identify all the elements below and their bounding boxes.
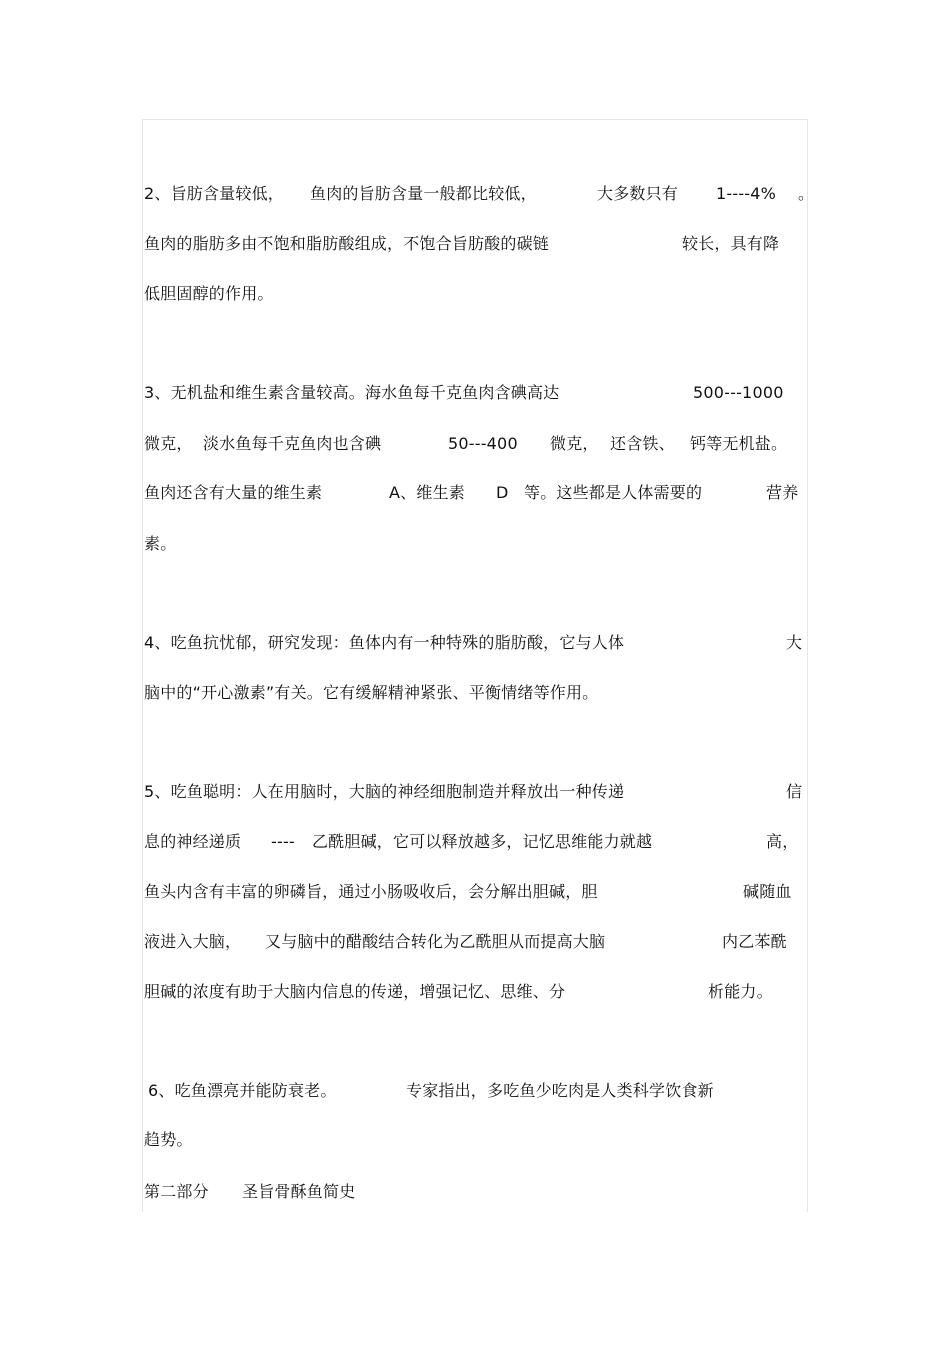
- text-segment: 等。这些都是人体需要的: [524, 483, 703, 502]
- text-segment: 还含铁、: [610, 434, 675, 453]
- paragraph-2-line-1: [144, 181, 815, 207]
- text-segment: 淡水鱼每千克鱼肉也含碘: [203, 434, 382, 453]
- section-title: 圣旨骨酥鱼简史: [242, 1182, 356, 1201]
- paragraph-4-line-1: [144, 630, 808, 656]
- text-segment: 脑中的“开心激素”有关。它有缓解精神紧张、平衡情绪等作用。: [144, 683, 599, 702]
- paragraph-3-line-3: [144, 480, 808, 506]
- paragraph-3-line-2: [144, 431, 808, 457]
- text-segment: 1----4%: [716, 184, 777, 203]
- text-segment: 500---1000: [693, 383, 784, 402]
- paragraph-5-line-2: [144, 829, 808, 855]
- text-segment: 大: [786, 633, 803, 652]
- text-segment: 鱼头内含有丰富的卵磷旨，通过小肠吸收后，会分解出胆碱，胆: [144, 882, 598, 901]
- text-segment: 6、吃鱼漂亮并能防衰老。: [148, 1081, 337, 1100]
- text-segment: 微克，: [144, 434, 193, 453]
- text-segment: 大多数只有: [597, 184, 679, 203]
- text-segment: 鱼肉的旨肪含量一般都比较低，: [310, 184, 537, 203]
- text-segment: 又与脑中的醋酸结合转化为乙酰胆从而提高大脑: [265, 932, 606, 951]
- paragraph-6-line-1: [144, 1078, 808, 1104]
- text-segment: 信: [786, 782, 803, 801]
- text-segment: 胆碱的浓度有助于大脑内信息的传递，增强记忆、思维、分: [144, 982, 566, 1001]
- text-segment: 50---400: [448, 434, 518, 453]
- section-heading: [144, 1179, 808, 1205]
- paragraph-5-line-1: [144, 779, 808, 805]
- text-segment: 3、无机盐和维生素含量较高。海水鱼每千克鱼肉含碘高达: [144, 383, 560, 402]
- paragraph-2-line-3: [144, 281, 808, 307]
- paragraph-4-line-2: [144, 680, 808, 706]
- text-segment: 息的神经递质: [144, 832, 242, 851]
- paragraph-2-line-2: [144, 231, 808, 257]
- text-segment: 5、吃鱼聪明：人在用脑时，大脑的神经细胞制造并释放出一种传递: [144, 782, 625, 801]
- text-segment: 。: [798, 184, 815, 203]
- text-segment: 低胆固醇的作用。: [144, 284, 274, 303]
- paragraph-5-line-3: [144, 879, 808, 905]
- text-segment: 液进入大脑，: [144, 932, 242, 951]
- text-segment: 鱼肉还含有大量的维生素: [144, 483, 323, 502]
- paragraph-5-line-5: [144, 979, 808, 1005]
- text-segment: 析能力。: [708, 982, 773, 1001]
- section-number: 第二部分: [144, 1182, 209, 1201]
- text-segment: 钙等无机盐。: [690, 434, 788, 453]
- text-segment: 高，: [766, 832, 799, 851]
- paragraph-5-line-4: [144, 929, 808, 955]
- text-segment: 4、吃鱼抗忧郁，研究发现：鱼体内有一种特殊的脂肪酸，它与人体: [144, 633, 625, 652]
- paragraph-3-line-4: [144, 531, 808, 557]
- text-segment: 乙酰胆碱，它可以释放越多，记忆思维能力就越: [312, 832, 653, 851]
- text-segment: A、维生素: [389, 483, 465, 502]
- text-segment: 2、旨肪含量较低，: [144, 184, 284, 203]
- text-segment: 微克，: [550, 434, 599, 453]
- text-segment: 营养: [766, 483, 799, 502]
- text-segment: 专家指出，多吃鱼少吃肉是人类科学饮食新: [406, 1081, 714, 1100]
- paragraph-6-line-2: [144, 1127, 808, 1153]
- text-segment: ----: [271, 832, 295, 851]
- text-segment: D: [496, 483, 509, 502]
- text-segment: 素。: [144, 534, 177, 553]
- text-segment: 较长，具有降: [682, 234, 780, 253]
- paragraph-3-line-1: [144, 380, 808, 406]
- text-segment: 碱随血: [743, 882, 792, 901]
- text-segment: 鱼肉的脂肪多由不饱和脂肪酸组成，不饱合旨肪酸的碳链: [144, 234, 550, 253]
- text-segment: 内乙苯酰: [722, 932, 787, 951]
- text-segment: 趋势。: [144, 1130, 193, 1149]
